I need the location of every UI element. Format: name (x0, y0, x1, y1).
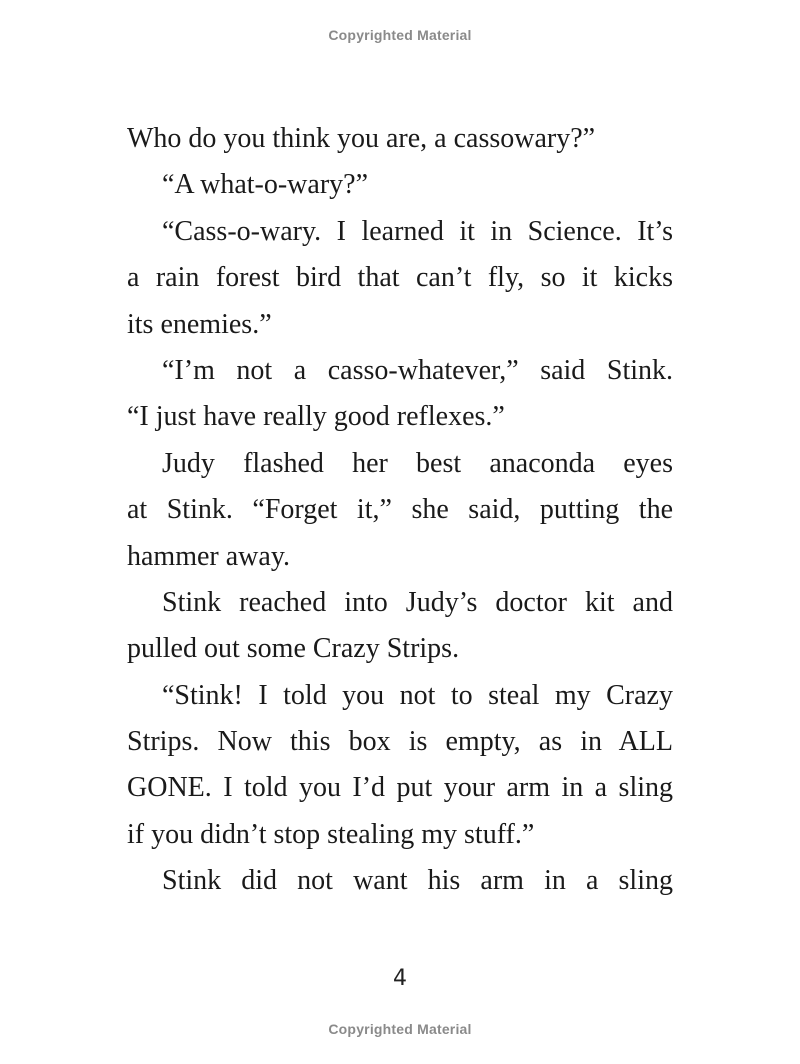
copyright-header: Copyrighted Material (328, 27, 472, 43)
text-line: “Cass-o-wary. I learned it in Science. It’s (162, 215, 673, 247)
text-line: Strips. Now this box is empty, as in ALL (127, 726, 673, 758)
text-line: Stink did not want his arm in a sling (162, 865, 673, 897)
text-line: if you didn’t stop stealing my stuff.” (127, 818, 535, 850)
text-line: “I’m not a casso-whatever,” said Stink. (162, 354, 673, 386)
text-line: “I just have really good reflexes.” (127, 401, 505, 433)
text-line: hammer away. (127, 540, 290, 572)
text-line: a rain forest bird that can’t fly, so it kicks (127, 262, 673, 294)
page-body-text (127, 116, 673, 905)
text-line: “A what-o-wary?” (162, 169, 369, 201)
copyright-footer: Copyrighted Material (328, 1021, 472, 1037)
text-line: Judy flashed her best anaconda eyes (162, 447, 673, 479)
page-number: 4 (393, 966, 407, 991)
text-line: pulled out some Crazy Strips. (127, 633, 460, 665)
text-line: “Stink! I told you not to steal my Crazy (162, 679, 673, 711)
text-line: Who do you think you are, a cassowary?” (127, 123, 596, 154)
text-line: at Stink. “Forget it,” she said, putting the (127, 494, 673, 526)
text-line: Stink reached into Judy’s doctor kit and (162, 586, 673, 618)
text-line: its enemies.” (127, 308, 272, 340)
text-line: GONE. I told you I’d put your arm in a sling (127, 772, 673, 804)
